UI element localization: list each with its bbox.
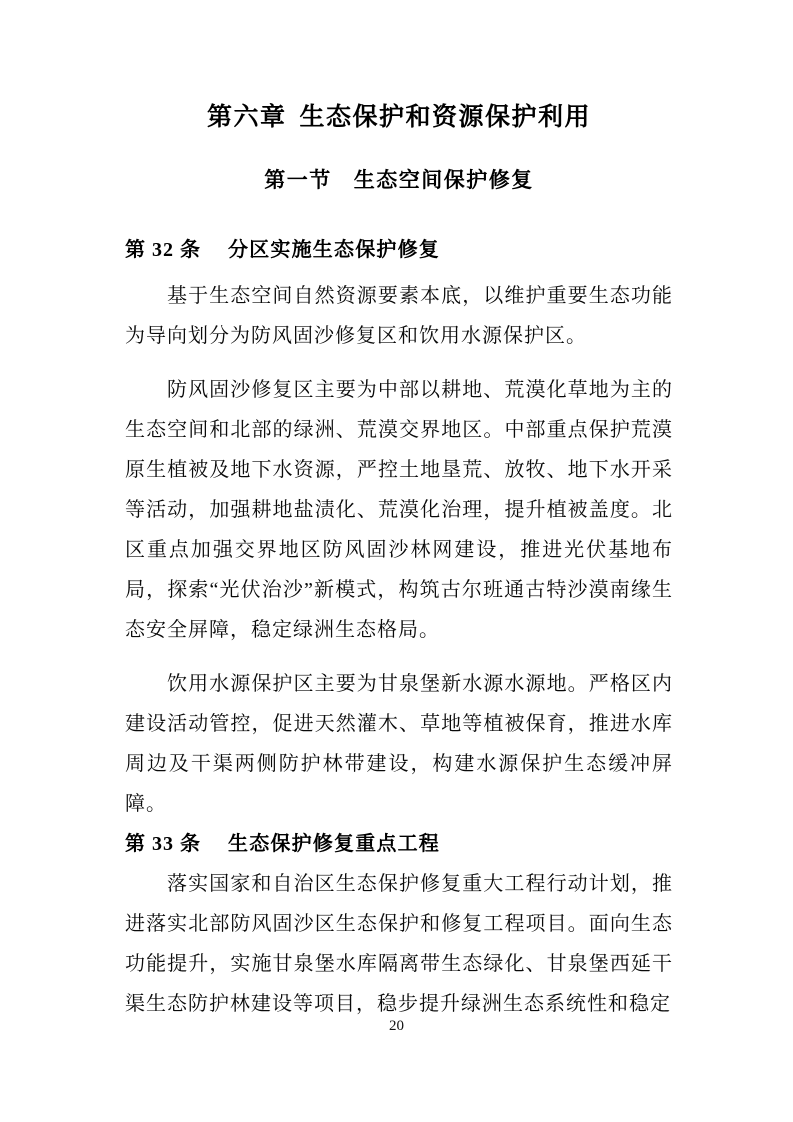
article-33 (125, 824, 673, 1024)
article-33-label: 第 33 条 (125, 833, 201, 855)
article-32-title: 分区实施生态保护修复 (228, 239, 440, 261)
article-32-paragraph-3: 饮用水源保护区主要为甘泉堡新水源水源地。严格区内建设活动管控，促进天然灌木、草地等植被保育，推进水库周边及干渠两侧防护林带建设，构建水源保护生态缓冲屏障。 (125, 673, 673, 815)
article-32-paragraph-1: 基于生态空间自然资源要素本底，以维护重要生态功能为导向划分为防风固沙修复区和饮用水源保护区。 (125, 285, 673, 347)
article-32-paragraph-2: 防风固沙修复区主要为中部以耕地、荒漠化草地为主的生态空间和北部的绿洲、荒漠交界地区。中部重点保护荒漠原生植被及地下水资源，严控土地垦荒、放牧、地下水开采等活动，加强耕地盐渍化、荒漠化治理，提升植被盖度。北区重点加强交界地区防风固沙林网建设，推进光伏基地布局，探索“光伏治沙”新模式，构筑古尔班通古特沙漠南缘生态安全屏障，稳定绿洲生态格局。 (125, 379, 673, 641)
section-title: 生态空间保护修复 (353, 169, 534, 192)
page-number: 20 (389, 1018, 404, 1034)
chapter-label: 第六章 (206, 104, 287, 131)
article-32-heading (125, 230, 673, 270)
chapter-heading (125, 100, 673, 136)
section-label: 第一节 (264, 169, 332, 192)
article-33-heading (125, 824, 673, 864)
article-32 (125, 230, 673, 824)
article-32-label: 第 32 条 (125, 239, 201, 261)
chapter-title: 生态保护和资源保护利用 (299, 104, 592, 131)
page-content (125, 100, 673, 1024)
article-33-paragraph-1: 落实国家和自治区生态保护修复重大工程行动计划，推进落实北部防风固沙区生态保护和修复工程项目。面向生态功能提升，实施甘泉堡水库隔离带生态绿化、甘泉堡西延干渠生态防护林建设等项目，稳步提升绿洲生态系统性和稳定 (125, 873, 673, 1015)
section-heading (125, 166, 673, 196)
article-33-title: 生态保护修复重点工程 (228, 833, 440, 855)
